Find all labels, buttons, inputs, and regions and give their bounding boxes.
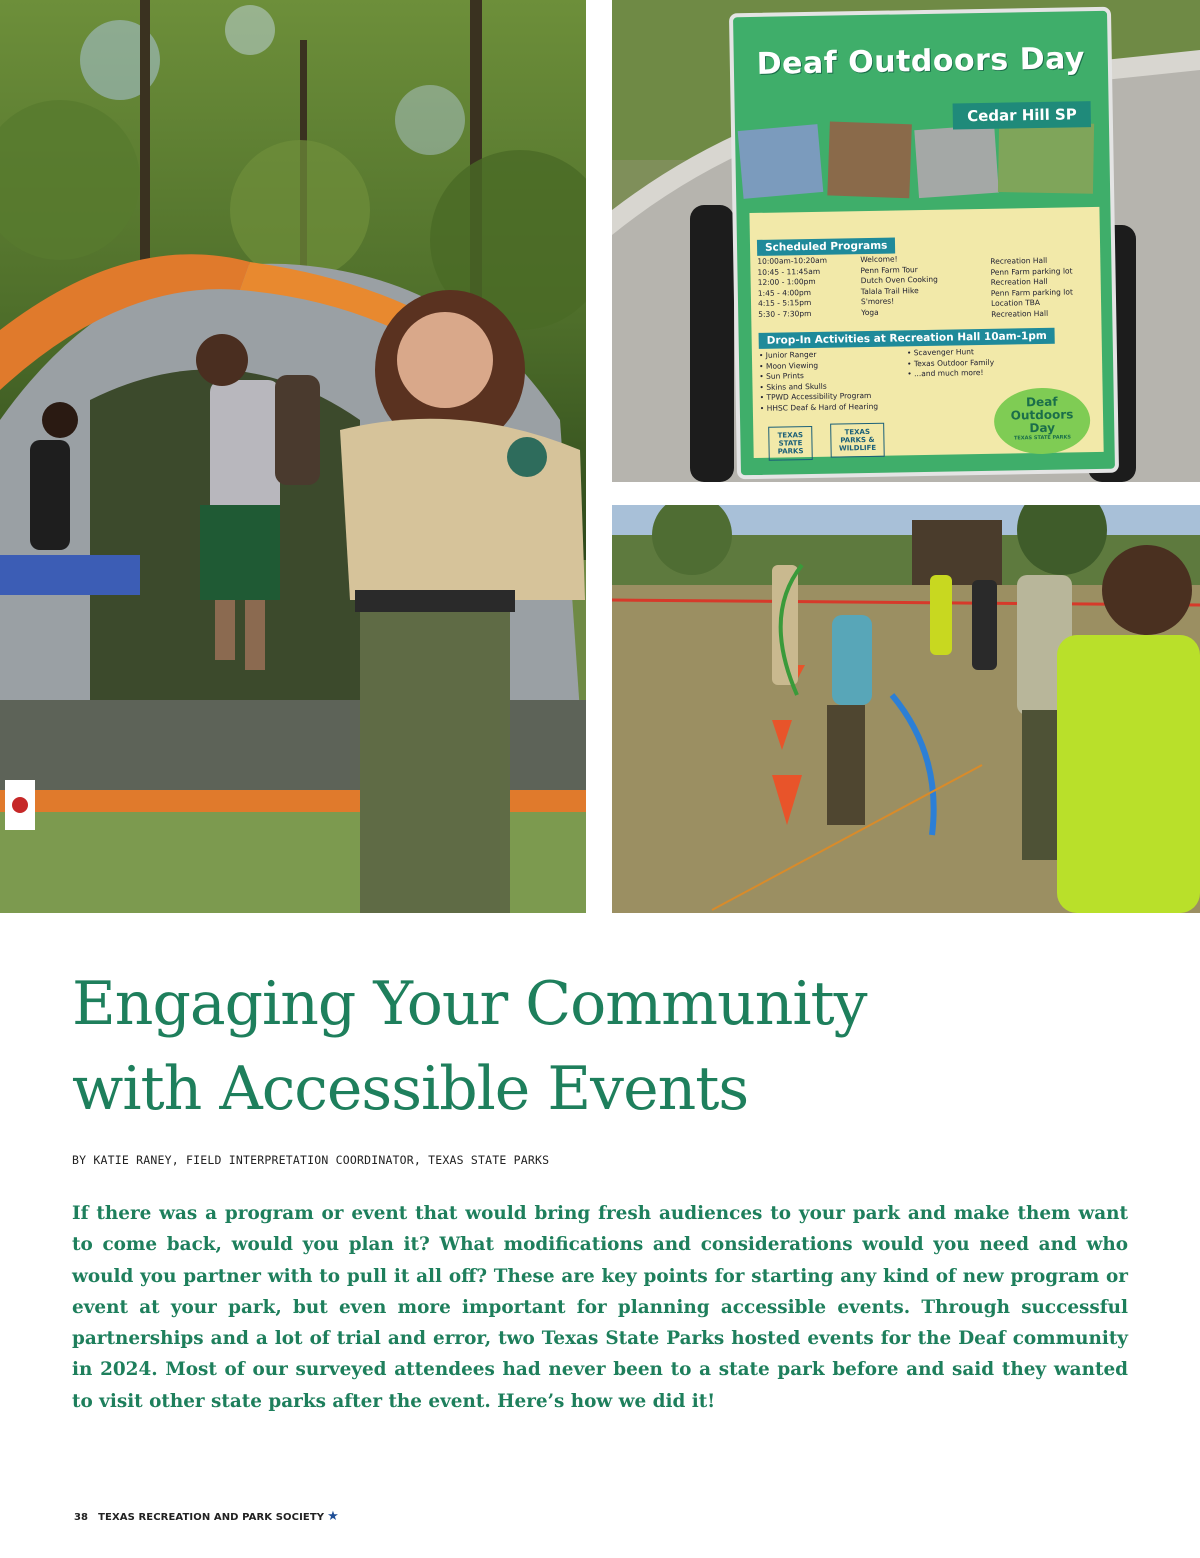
sign-dropin-left-list — [759, 349, 878, 414]
photo-archery-activity — [612, 505, 1200, 913]
sign-program: Yoga — [861, 307, 879, 317]
sign-time: 5:30 - 7:30pm — [758, 308, 812, 319]
sign-dropin-item: • Sun Prints — [759, 370, 877, 383]
sign-dropin-item: • Junior Ranger — [759, 349, 877, 362]
sign-location: Recreation Hall — [991, 308, 1049, 319]
sign-time: 10:45 - 11:45am — [757, 266, 821, 277]
sign-dropin-item: • Moon Viewing — [759, 359, 877, 372]
tpwd-logo: TEXAS PARKS & WILDLIFE — [830, 423, 885, 458]
page-footer — [74, 1509, 339, 1524]
sign-time: 10:00am-10:20am — [757, 255, 828, 266]
sign-program: Penn Farm Tour — [860, 264, 918, 275]
sign-location: Recreation Hall — [990, 276, 1048, 287]
sign-location: Penn Farm parking lot — [990, 286, 1073, 298]
sign-time: 12:00 - 1:00pm — [757, 276, 816, 287]
sign-program: Dutch Oven Cooking — [860, 274, 938, 286]
sign-time: 1:45 - 4:00pm — [757, 287, 812, 298]
deaf-logo-subtext: TEXAS STATE PARKS — [1013, 434, 1071, 442]
article-byline: BY KATIE RANEY, FIELD INTERPRETATION COORDINATOR, TEXAS STATE PARKS — [72, 1153, 550, 1167]
article-title — [72, 962, 1132, 1132]
texas-state-parks-logo: TEXAS STATE PARKS — [768, 426, 813, 461]
sign-dropin-heading: Drop-In Activities at Recreation Hall 10am-1pm — [759, 328, 1055, 349]
deaf-logo-line: Outdoors — [1010, 407, 1074, 423]
photo-ranger-at-tent — [0, 0, 586, 913]
sign-programs-list — [860, 254, 938, 318]
sign-program: Welcome! — [860, 254, 898, 265]
article-title-line: with Accessible Events — [72, 1054, 749, 1124]
sign-dropin-right-list — [907, 347, 995, 380]
deaf-outdoors-day-logo — [994, 387, 1091, 455]
photo-event-sign — [612, 0, 1200, 482]
sign-title: Deaf Outdoors Day — [756, 41, 1086, 82]
sign-dropin-item: • Scavenger Hunt — [907, 347, 994, 359]
sign-location: Penn Farm parking lot — [990, 265, 1073, 277]
sign-location: Location TBA — [990, 297, 1041, 308]
deaf-logo-line: Deaf — [1025, 394, 1058, 410]
sign-location: Recreation Hall — [990, 255, 1048, 266]
sign-dropin-item: • ...and much more! — [907, 368, 994, 380]
sign-dropin-item: • Skins and Skulls — [759, 380, 877, 393]
deaf-logo-line: Day — [1029, 420, 1056, 436]
sign-time: 4:15 - 5:15pm — [757, 297, 812, 308]
sign-dropin-item: • Texas Outdoor Family — [907, 357, 994, 369]
sign-locations-list — [990, 255, 1073, 319]
sign-program: S'mores! — [860, 296, 895, 307]
sign-park-label: Cedar Hill SP — [953, 101, 1091, 129]
event-sign-board — [731, 9, 1117, 478]
publication-name: TEXAS RECREATION AND PARK SOCIETY — [98, 1512, 325, 1523]
article-title-line: Engaging Your Community — [72, 969, 867, 1039]
sign-dropin-item: • TPWD Accessibility Program — [760, 391, 878, 404]
page-number: 38 — [74, 1512, 89, 1523]
sign-times-list — [757, 256, 828, 320]
article-intro-paragraph: If there was a program or event that would bring fresh audiences to your park and make them want to come back, would you plan it? What modifications and considerations would you need and who would you partner with to pull it all off? These are key points for starting any kind of new program or event at your park, but even more important for planning accessible events. Through successful partnerships and a lot of trial and error, two Texas State Parks hosted events for the Deaf community in 2024. Most of our surveyed attendees had never been to a state park before and said they wanted to visit other state parks after the event. Here’s how we did it! — [72, 1203, 1128, 1412]
sign-scheduled-heading: Scheduled Programs — [757, 238, 896, 256]
star-icon: ★ — [327, 1509, 339, 1524]
sign-dropin-item: • HHSC Deaf & Hard of Hearing — [760, 401, 878, 414]
sign-program: Talala Trail Hike — [860, 285, 919, 296]
